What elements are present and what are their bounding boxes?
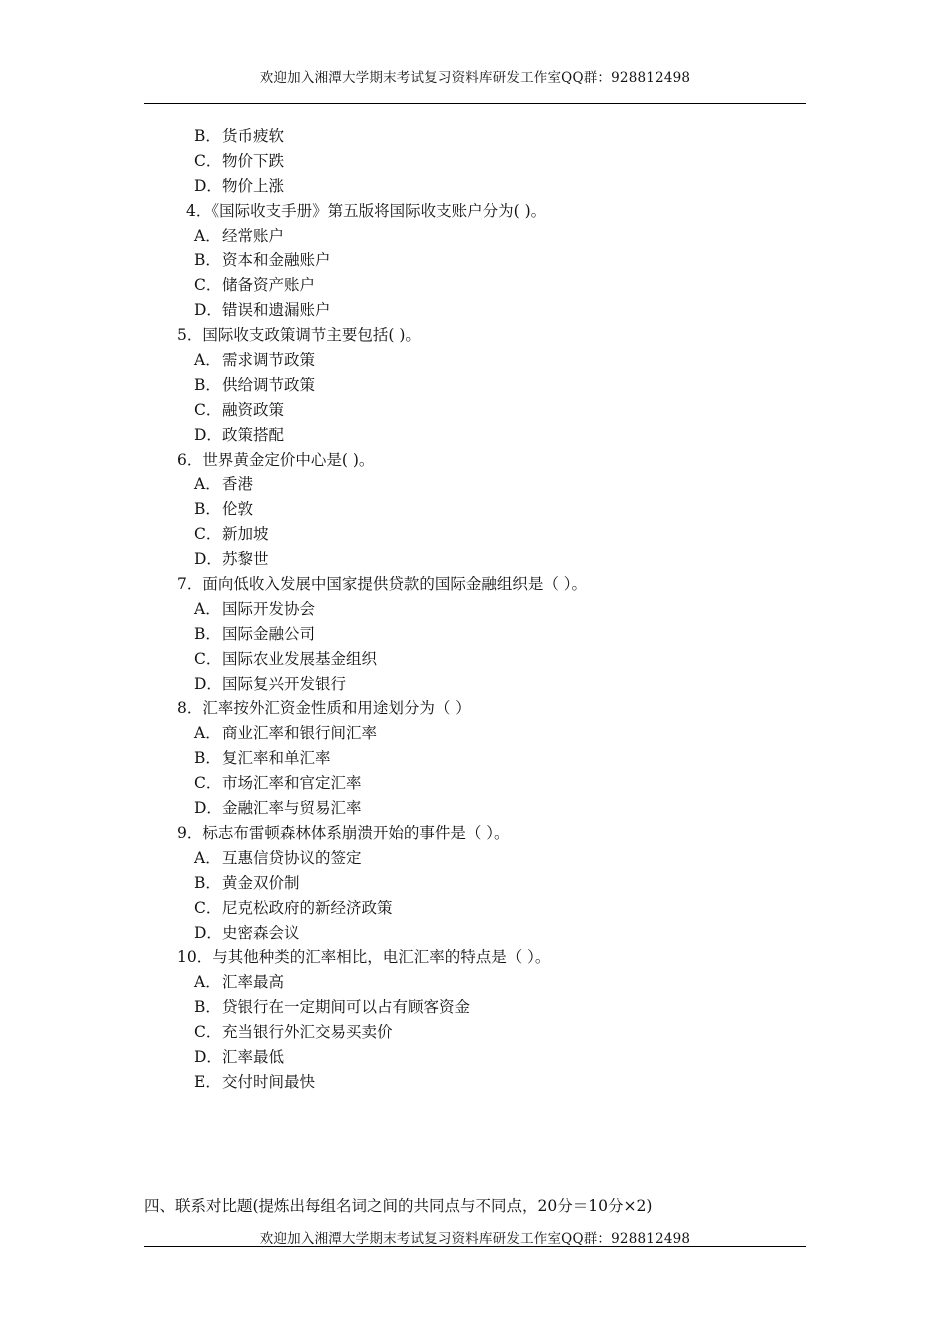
option-label: B． xyxy=(194,749,221,768)
option-line xyxy=(0,423,950,448)
option-line xyxy=(0,398,950,423)
header-rule xyxy=(144,103,806,104)
option-text: 新加坡 xyxy=(222,525,269,544)
option-line xyxy=(0,871,950,896)
option-line xyxy=(0,921,950,946)
option-text: 国际开发协会 xyxy=(222,599,316,618)
option-text: 国际金融公司 xyxy=(222,624,316,643)
option-label: D． xyxy=(194,923,222,942)
option-label: E． xyxy=(194,1072,221,1091)
option-line xyxy=(0,273,950,298)
option-line xyxy=(0,647,950,672)
option-label: C． xyxy=(194,898,222,917)
question-stem: 8．汇率按外汇资金性质和用途划分为（ ） xyxy=(177,699,471,718)
option-text: 充当银行外汇交易买卖价 xyxy=(222,1023,393,1042)
option-line xyxy=(0,124,950,149)
option-text: 史密森会议 xyxy=(222,923,300,942)
option-label: D． xyxy=(194,1047,222,1066)
option-line xyxy=(0,1070,950,1095)
option-label: C． xyxy=(194,774,222,793)
option-label: C． xyxy=(194,151,222,170)
option-text: 错误和遗漏账户 xyxy=(222,301,331,320)
option-line xyxy=(0,746,950,771)
option-line xyxy=(0,298,950,323)
option-label: A． xyxy=(194,724,221,743)
question-stem: 10．与其他种类的汇率相比，电汇汇率的特点是（ ）。 xyxy=(177,948,551,967)
option-text: 汇率最低 xyxy=(222,1047,285,1066)
option-line xyxy=(0,373,950,398)
option-text: 交付时间最快 xyxy=(222,1072,316,1091)
question-stem: 5．国际收支政策调节主要包括( )。 xyxy=(177,326,421,345)
option-text: 苏黎世 xyxy=(222,550,269,569)
option-line xyxy=(0,597,950,622)
option-label: D． xyxy=(194,425,222,444)
question-stem: 7．面向低收入发展中国家提供贷款的国际金融组织是（ ）。 xyxy=(177,575,588,594)
option-line xyxy=(0,846,950,871)
option-label: D． xyxy=(194,799,222,818)
option-text: 物价下跌 xyxy=(222,151,285,170)
option-line xyxy=(0,1045,950,1070)
option-label: B． xyxy=(194,251,221,270)
option-label: D． xyxy=(194,176,222,195)
question-stem: 9．标志布雷顿森林体系崩溃开始的事件是（ ）。 xyxy=(177,823,510,842)
option-line xyxy=(0,248,950,273)
option-text: 伦敦 xyxy=(222,500,254,519)
option-text: 经常账户 xyxy=(222,226,285,245)
option-text: 汇率最高 xyxy=(222,973,285,992)
question-list xyxy=(0,124,950,1095)
option-text: 金融汇率与贸易汇率 xyxy=(222,799,362,818)
question-stem: 6．世界黄金定价中心是( )。 xyxy=(177,450,375,469)
option-label: A． xyxy=(194,973,221,992)
option-label: A． xyxy=(194,351,221,370)
option-text: 国际农业发展基金组织 xyxy=(222,649,378,668)
option-line xyxy=(0,771,950,796)
option-text: 商业汇率和银行间汇率 xyxy=(222,724,378,743)
option-text: 复汇率和单汇率 xyxy=(222,749,331,768)
option-text: 香港 xyxy=(222,475,254,494)
option-text: 政策搭配 xyxy=(222,425,285,444)
option-text: 国际复兴开发银行 xyxy=(222,674,347,693)
option-line xyxy=(0,1020,950,1045)
option-label: D． xyxy=(194,301,222,320)
option-text: 需求调节政策 xyxy=(222,351,316,370)
option-line xyxy=(0,796,950,821)
option-line xyxy=(0,497,950,522)
option-label: D． xyxy=(194,550,222,569)
option-text: 储备资产账户 xyxy=(222,276,316,295)
option-label: B． xyxy=(194,375,221,394)
option-label: B． xyxy=(194,873,221,892)
option-text: 物价上涨 xyxy=(222,176,285,195)
option-line xyxy=(0,472,950,497)
option-line xyxy=(0,149,950,174)
option-label: B． xyxy=(194,127,221,145)
option-label: C． xyxy=(194,649,222,668)
option-text: 资本和金融账户 xyxy=(222,251,331,270)
option-line xyxy=(0,348,950,373)
option-line xyxy=(0,995,950,1020)
option-label: C． xyxy=(194,1023,222,1042)
option-line xyxy=(0,672,950,697)
option-label: B． xyxy=(194,624,221,643)
option-label: B． xyxy=(194,998,221,1017)
option-line xyxy=(0,622,950,647)
option-label: A． xyxy=(194,226,221,245)
option-line xyxy=(0,547,950,572)
option-label: C． xyxy=(194,400,222,419)
section-title: 四、联系对比题(提炼出每组名词之间的共同点与不同点，20分＝10分×2) xyxy=(144,1197,653,1215)
option-line xyxy=(0,970,950,995)
option-text: 贷银行在一定期间可以占有顾客资金 xyxy=(222,998,471,1017)
option-label: A． xyxy=(194,848,221,867)
page-header: 欢迎加入湘潭大学期末考试复习资料库研发工作室QQ群：928812498 xyxy=(259,70,691,86)
option-text: 融资政策 xyxy=(222,400,285,419)
option-line xyxy=(0,174,950,199)
option-label: D． xyxy=(194,674,222,693)
question-stem: 4．《国际收支手册》第五版将国际收支账户分为( )。 xyxy=(186,201,547,220)
option-label: A． xyxy=(194,599,221,618)
option-label: C． xyxy=(194,276,222,295)
option-line xyxy=(0,224,950,249)
option-line xyxy=(0,522,950,547)
option-text: 尼克松政府的新经济政策 xyxy=(222,898,393,917)
option-text: 黄金双价制 xyxy=(222,873,300,892)
option-text: 供给调节政策 xyxy=(222,375,316,394)
option-label: C． xyxy=(194,525,222,544)
option-label: B． xyxy=(194,500,221,519)
option-text: 货币疲软 xyxy=(222,127,285,145)
option-line xyxy=(0,896,950,921)
option-line xyxy=(0,721,950,746)
option-label: A． xyxy=(194,475,221,494)
page-footer: 欢迎加入湘潭大学期末考试复习资料库研发工作室QQ群：928812498 xyxy=(259,1231,691,1247)
option-text: 市场汇率和官定汇率 xyxy=(222,774,362,793)
footer-rule xyxy=(144,1246,806,1247)
option-text: 互惠信贷协议的签定 xyxy=(222,848,362,867)
